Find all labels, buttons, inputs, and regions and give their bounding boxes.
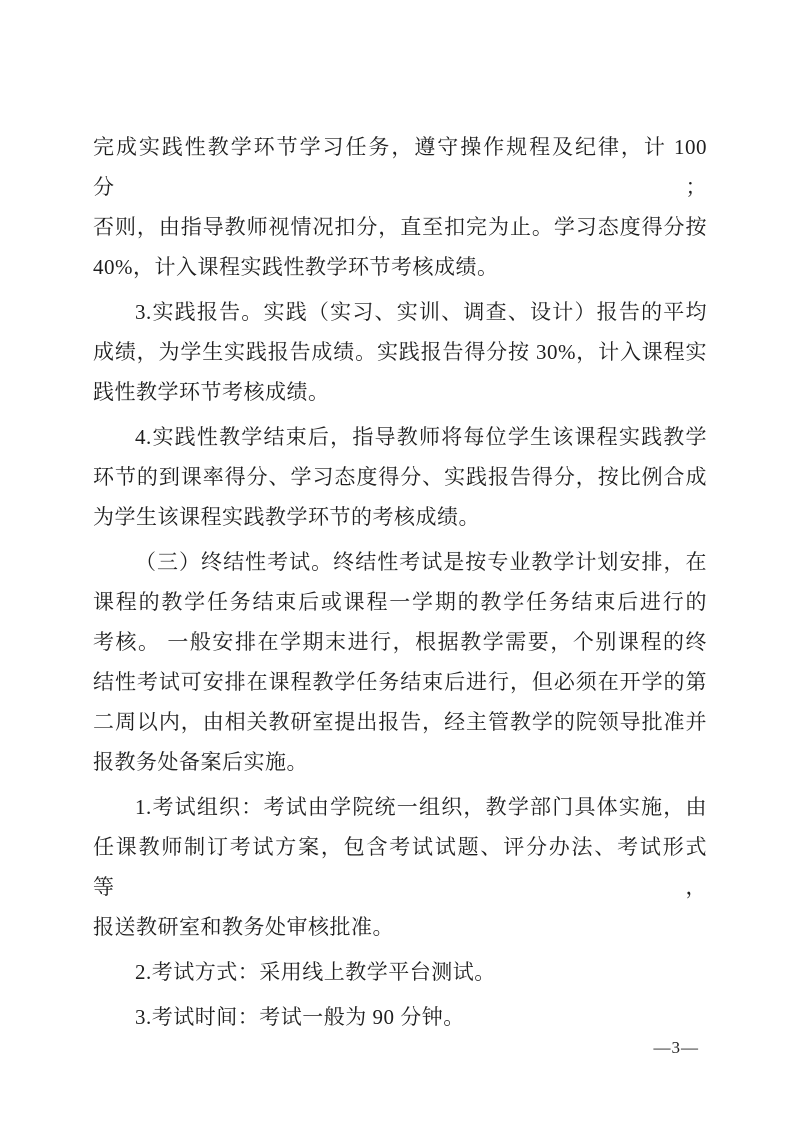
text-line: 考核。 一般安排在学期末进行，根据教学需要，个别课程的终 [93,630,707,654]
paragraph [93,292,707,412]
text-line: 报教务处备案后实施。 [93,750,308,774]
text-line: 践性教学环节考核成绩。 [93,380,330,404]
paragraph [93,952,707,992]
paragraph [93,787,707,947]
text-line: 4.实践性教学结束后，指导教师将每位学生该课程实践教学 [135,425,707,449]
paragraph [93,417,707,537]
text-line: 报送教研室和教务处审核批准。 [93,915,394,939]
text-line: 否则，由指导教师视情况扣分，直至扣完为止。学习态度得分按 [93,215,707,239]
document-body [93,127,707,1042]
paragraph [93,997,707,1037]
paragraph [93,542,707,782]
text-line: 3.实践报告。实践（实习、实训、调查、设计）报告的平均 [135,300,707,324]
text-line: 1.考试组织：考试由学院统一组织，教学部门具体实施，由 [135,795,707,819]
text-line: 结性考试可安排在课程教学任务结束后进行，但必须在开学的第 [93,670,707,694]
text-line: 课程的教学任务结束后或课程一学期的教学任务结束后进行的 [93,590,707,614]
text-line: 2.考试方式：采用线上教学平台测试。 [135,960,496,984]
text-line: 任课教师制订考试方案，包含考试试题、评分办法、考试形式等， [93,835,707,899]
text-line: （三）终结性考试。终结性考试是按专业教学计划安排，在 [135,550,707,574]
text-line: 环节的到课率得分、学习态度得分、实践报告得分，按比例合成 [93,465,707,489]
text-line: 40%，计入课程实践性教学环节考核成绩。 [93,255,499,279]
paragraph [93,127,707,287]
text-line: 为学生该课程实践教学环节的考核成绩。 [93,505,480,529]
text-line: 完成实践性教学环节学习任务，遵守操作规程及纪律，计 100 分； [93,135,707,199]
text-line: 成绩，为学生实践报告成绩。实践报告得分按 30%，计入课程实 [93,340,707,364]
page-number: —3— [653,1038,699,1057]
text-line: 二周以内，由相关教研室提出报告，经主管教学的院领导批准并 [93,710,707,734]
text-line: 3.考试时间：考试一般为 90 分钟。 [135,1005,465,1029]
